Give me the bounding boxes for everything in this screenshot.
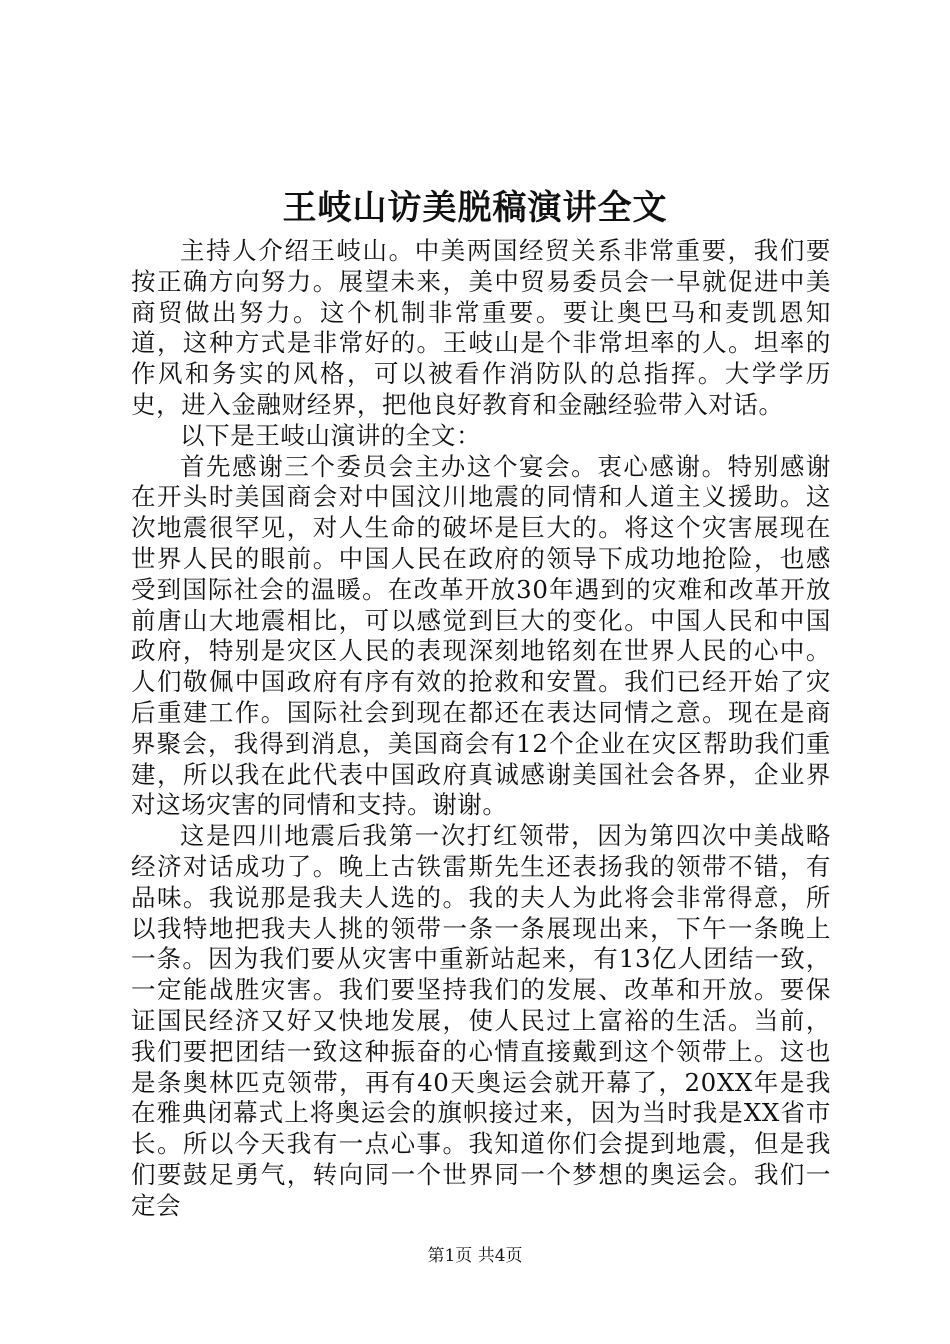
paragraph-intro: 主持人介绍王岐山。中美两国经贸关系非常重要，我们要按正确方向努力。展望未来，美中贸易委员会一早就促进中美商贸做出努力。这个机制非常重要。要让奥巴马和麦凯恩知道，这种方式是非常好的。王岐山是个非常坦率的人。坦率的作风和务实的风格，可以被看作消防队的总指挥。大学学历史，进入金融财经界，把他良好教育和金融经验带入对话。 [131,236,831,419]
paragraph-thanks: 首先感谢三个委员会主办这个宴会。衷心感谢。特别感谢在开头时美国商会对中国汶川地震的同情和人道主义援助。这次地震很罕见，对人生命的破坏是巨大的。将这个灾害展现在世界人民的眼前。中国人民在政府的领导下成功地抢险，也感受到国际社会的温暖。在改革开放30年遇到的灾难和改革开放前唐山大地震相比，可以感觉到巨大的变化。中国人民和中国政府，特别是灾区人民的表现深刻地铭刻在世界人民的心中。人们敬佩中国政府有序有效的抢救和安置。我们已经开始了灾后重建工作。国际社会到现在都还在表达同情之意。现在是商界聚会，我得到消息，美国商会有12个企业在灾区帮助我们重建，所以我在此代表中国政府真诚感谢美国社会各界，企业界对这场灾害的同情和支持。谢谢。 [131,451,831,820]
page-footer: 第1页 共4页 [427,1246,523,1266]
document-title: 王岐山访美脱稿演讲全文 [282,188,668,228]
paragraph-speech-heading: 以下是王岐山演讲的全文： [180,420,482,450]
paragraph-red-tie: 这是四川地震后我第一次打红领带，因为第四次中美战略经济对话成功了。晚上古铁雷斯先生还表扬我的领带不错，有品味。我说那是我夫人选的。我的夫人为此将会非常得意，所以我特地把我夫人挑的领带一条一条展现出来，下午一条晚上一条。因为我们要从灾害中重新站起来，有13亿人团结一致，一定能战胜灾害。我们要坚持我们的发展、改革和开放。要保证国民经济又好又快地发展，使人民过上富裕的生活。当前，我们要把团结一致这种振奋的心情直接戴到这个领带上。这也是条奥林匹克领带，再有40天奥运会就开幕了，20XX年是我在雅典闭幕式上将奥运会的旗帜接过来，因为当时我是XX省市长。所以今天我有一点心事。我知道你们会提到地震，但是我们要鼓足勇气，转向同一个世界同一个梦想的奥运会。我们一定会 [131,821,831,1220]
document-body [131,236,831,1222]
